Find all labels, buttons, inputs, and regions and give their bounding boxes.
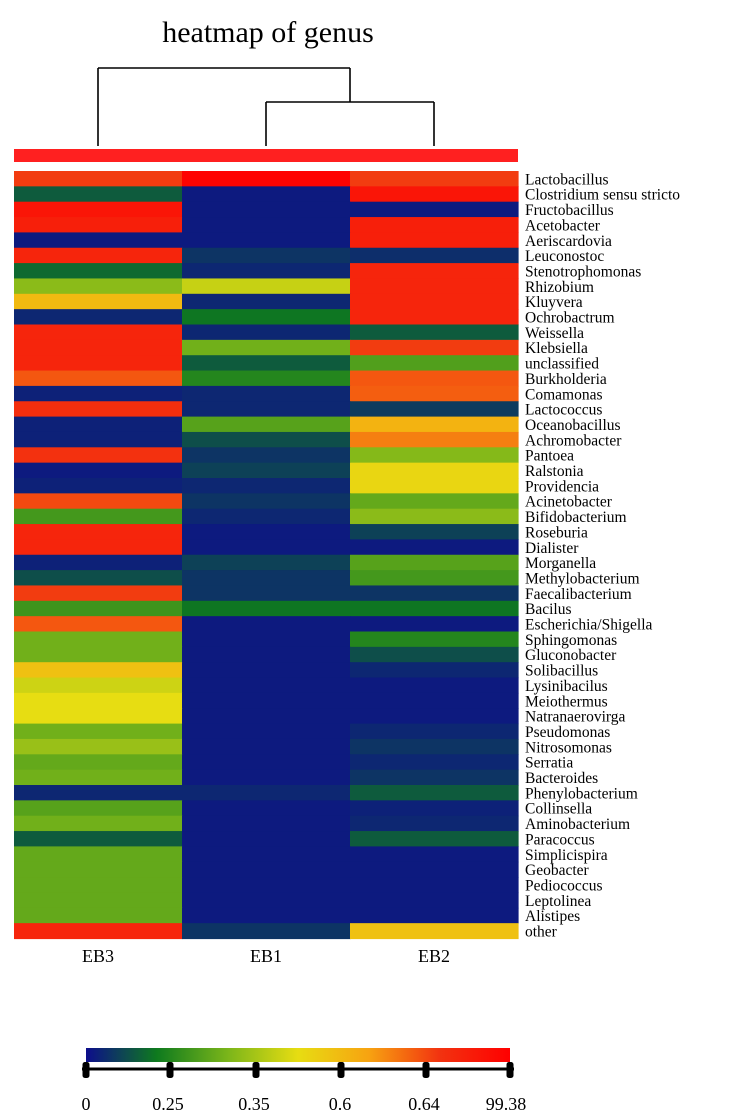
heatmap-cell-eb2-23 [350,524,519,540]
heatmap-cell-eb1-36 [182,724,351,740]
heatmap-cell-eb1-25 [182,555,351,571]
heatmap-cell-eb3-24 [14,539,183,555]
heatmap-cell-eb3-12 [14,355,183,371]
heatmap-cell-eb2-45 [350,862,519,878]
heatmap-cell-eb3-29 [14,616,183,632]
colorbar-tick-label: 0.6 [328,1094,352,1114]
heatmap-cell-eb2-35 [350,708,519,724]
heatmap-cell-eb1-19 [182,463,351,479]
heatmap-cell-eb3-1 [14,186,183,202]
row-label: Nitrosomonas [525,739,612,757]
row-label: Geobacter [525,862,589,880]
heatmap-cell-eb2-4 [350,232,519,248]
heatmap-cell-eb3-49 [14,923,183,939]
heatmap-cell-eb3-43 [14,831,183,847]
heatmap-cell-eb3-26 [14,570,183,586]
heatmap-cell-eb3-25 [14,555,183,571]
colorbar-tick-label: 0.64 [408,1094,440,1114]
heatmap-cell-eb1-27 [182,585,351,601]
heatmap-cell-eb2-7 [350,278,519,294]
heatmap-cell-eb3-8 [14,294,183,310]
heatmap-cell-eb2-0 [350,171,519,187]
row-label: Escherichia/Shigella [525,616,653,634]
heatmap-cell-eb3-37 [14,739,183,755]
heatmap-cell-eb3-36 [14,724,183,740]
heatmap-cell-eb1-30 [182,632,351,648]
colorbar-tick-label: 0 [81,1094,91,1114]
heatmap-cell-eb3-33 [14,678,183,694]
row-label: Solibacillus [525,662,599,680]
heatmap-cell-eb2-15 [350,401,519,417]
row-label: Stenotrophomonas [525,263,642,281]
heatmap-cell-eb1-1 [182,186,351,202]
row-label: Phenylobacterium [525,785,638,803]
colorbar-tick [423,1062,430,1078]
heatmap-cell-eb3-32 [14,662,183,678]
row-label: Rhizobium [525,278,594,296]
heatmap-cell-eb3-4 [14,232,183,248]
heatmap-cell-eb3-38 [14,754,183,770]
heatmap-cell-eb3-47 [14,892,183,908]
heatmap-cell-eb3-46 [14,877,183,893]
row-label: Sphingomonas [525,631,618,649]
heatmap-cell-eb3-19 [14,463,183,479]
heatmap-cell-eb3-10 [14,325,183,341]
heatmap-cell-eb1-0 [182,171,351,187]
group-color-bar [14,149,518,162]
heatmap-cell-eb3-35 [14,708,183,724]
heatmap-cell-eb1-43 [182,831,351,847]
heatmap-cell-eb3-30 [14,632,183,648]
row-label: Serratia [525,754,574,772]
heatmap-cell-eb1-14 [182,386,351,402]
heatmap-cell-eb1-28 [182,601,351,617]
heatmap-cell-eb3-41 [14,800,183,816]
heatmap-cell-eb1-34 [182,693,351,709]
group-bar [14,149,518,162]
heatmap-cell-eb2-48 [350,908,519,924]
heatmap-cell-eb2-34 [350,693,519,709]
row-label: unclassified [525,355,600,373]
row-label: Faecalibacterium [525,585,632,603]
heatmap-cell-eb2-3 [350,217,519,233]
heatmap-cell-eb2-27 [350,585,519,601]
heatmap-cell-eb1-33 [182,678,351,694]
heatmap-cell-eb2-38 [350,754,519,770]
row-label: Ralstonia [525,463,584,480]
heatmap-cell-eb3-14 [14,386,183,402]
row-label: Pantoea [525,447,575,465]
heatmap-cell-eb2-19 [350,463,519,479]
heatmap-cell-eb3-6 [14,263,183,279]
heatmap-cell-eb2-9 [350,309,519,325]
heatmap-cell-eb2-42 [350,816,519,832]
heatmap-cell-eb3-5 [14,248,183,264]
heatmap-cell-eb1-10 [182,325,351,341]
row-label: Bacteroides [525,770,599,787]
heatmap-cell-eb1-45 [182,862,351,878]
heatmap-cells [14,171,519,939]
column-label-eb2: EB2 [417,946,451,966]
row-label: Methylobacterium [525,570,640,588]
heatmap-cell-eb2-18 [350,447,519,463]
heatmap-cell-eb1-18 [182,447,351,463]
heatmap-cell-eb1-13 [182,371,351,387]
heatmap-cell-eb1-47 [182,892,351,908]
heatmap-cell-eb1-22 [182,509,351,525]
row-label: Ochrobactrum [525,309,615,327]
row-label: Clostridium sensu stricto [525,186,680,204]
heatmap-cell-eb2-22 [350,509,519,525]
row-label: other [525,923,557,941]
color-scale-legend [82,1048,527,1114]
heatmap-cell-eb3-45 [14,862,183,878]
heatmap-cell-eb2-13 [350,371,519,387]
colorbar-tick [167,1062,174,1078]
colorbar-tick [83,1062,90,1078]
column-labels [82,946,450,966]
heatmap-cell-eb2-33 [350,678,519,694]
heatmap-cell-eb1-7 [182,278,351,294]
colorbar-tick [338,1062,345,1078]
heatmap-cell-eb2-24 [350,539,519,555]
row-label: Lactococcus [525,401,603,419]
heatmap-cell-eb2-44 [350,846,519,862]
colorbar-tick-label: 0.35 [238,1094,270,1114]
heatmap-cell-eb3-40 [14,785,183,801]
heatmap-cell-eb3-31 [14,647,183,663]
heatmap-cell-eb3-18 [14,447,183,463]
row-label: Comamonas [525,386,603,404]
heatmap-cell-eb2-47 [350,892,519,908]
heatmap-cell-eb3-28 [14,601,183,617]
heatmap-cell-eb2-16 [350,417,519,433]
dendrogram [98,68,434,146]
heatmap-cell-eb1-46 [182,877,351,893]
row-label: Acinetobacter [525,493,612,511]
row-label: Kluyvera [525,294,583,312]
row-label: Aeriscardovia [525,232,612,250]
row-label: Morganella [525,555,597,573]
heatmap-cell-eb2-32 [350,662,519,678]
heatmap-cell-eb1-44 [182,846,351,862]
row-label: Meiothermus [525,693,608,711]
colorbar-gradient [86,1048,510,1062]
heatmap-cell-eb1-26 [182,570,351,586]
row-label: Aminobacterium [525,816,631,834]
heatmap-cell-eb1-17 [182,432,351,448]
heatmap-cell-eb1-42 [182,816,351,832]
heatmap-cell-eb2-6 [350,263,519,279]
heatmap-cell-eb3-15 [14,401,183,417]
heatmap-cell-eb1-4 [182,232,351,248]
colorbar-tick-label: 0.25 [152,1094,184,1114]
heatmap-cell-eb2-2 [350,202,519,218]
heatmap-cell-eb3-42 [14,816,183,832]
heatmap-cell-eb2-41 [350,800,519,816]
row-label: Natranaerovirga [525,708,626,726]
heatmap-cell-eb3-23 [14,524,183,540]
heatmap-cell-eb2-30 [350,632,519,648]
heatmap-cell-eb3-20 [14,478,183,494]
heatmap-cell-eb1-31 [182,647,351,663]
heatmap-cell-eb3-16 [14,417,183,433]
row-label: Achromobacter [525,432,622,450]
heatmap-cell-eb3-9 [14,309,183,325]
row-label: Pediococcus [525,877,603,895]
chart-title: heatmap of genus [162,16,374,49]
heatmap-cell-eb1-11 [182,340,351,356]
heatmap-cell-eb2-39 [350,770,519,786]
heatmap-cell-eb2-10 [350,325,519,341]
row-label: Acetobacter [525,217,600,235]
heatmap-cell-eb3-34 [14,693,183,709]
row-label: Burkholderia [525,370,607,388]
heatmap-cell-eb1-9 [182,309,351,325]
heatmap-cell-eb2-21 [350,493,519,509]
colorbar-tick [253,1062,260,1078]
heatmap-cell-eb1-37 [182,739,351,755]
heatmap-cell-eb2-1 [350,186,519,202]
row-label: Weissella [525,324,585,342]
heatmap-cell-eb1-35 [182,708,351,724]
heatmap-cell-eb1-40 [182,785,351,801]
column-label-eb1: EB1 [249,946,283,966]
heatmap-cell-eb2-28 [350,601,519,617]
heatmap-cell-eb3-48 [14,908,183,924]
heatmap-cell-eb1-6 [182,263,351,279]
heatmap-cell-eb3-2 [14,202,183,218]
heatmap-cell-eb2-11 [350,340,519,356]
colorbar-tick-label: 99.38 [485,1094,527,1114]
heatmap-cell-eb1-16 [182,417,351,433]
heatmap-cell-eb1-12 [182,355,351,371]
row-label: Leptolinea [525,892,592,910]
heatmap-cell-eb1-8 [182,294,351,310]
heatmap-cell-eb1-39 [182,770,351,786]
row-label: Leuconostoc [525,248,605,266]
heatmap-cell-eb3-44 [14,846,183,862]
row-label: Providencia [525,478,600,496]
heatmap-cell-eb1-24 [182,539,351,555]
heatmap-cell-eb1-29 [182,616,351,632]
heatmap-cell-eb1-15 [182,401,351,417]
row-label: Gluconobacter [525,647,617,665]
heatmap-cell-eb1-38 [182,754,351,770]
heatmap-cell-eb2-37 [350,739,519,755]
row-label: Roseburia [525,524,588,542]
heatmap-cell-eb2-29 [350,616,519,632]
row-label: Oceanobacillus [525,416,621,434]
heatmap-cell-eb2-5 [350,248,519,264]
heatmap-cell-eb1-49 [182,923,351,939]
row-label: Klebsiella [525,340,588,358]
heatmap-cell-eb3-3 [14,217,183,233]
column-label-eb3: EB3 [81,946,115,966]
colorbar-tick [507,1062,514,1078]
row-label: Bacilus [525,601,572,619]
heatmap-cell-eb2-43 [350,831,519,847]
row-label: Collinsella [525,800,593,818]
heatmap-cell-eb2-46 [350,877,519,893]
heatmap-cell-eb2-8 [350,294,519,310]
row-label: Lysinibacilus [525,677,608,695]
heatmap-cell-eb2-40 [350,785,519,801]
heatmap-cell-eb1-32 [182,662,351,678]
heatmap-cell-eb3-7 [14,278,183,294]
heatmap-cell-eb3-39 [14,770,183,786]
heatmap-cell-eb1-3 [182,217,351,233]
row-label: Paracoccus [525,831,595,849]
heatmap-cell-eb2-20 [350,478,519,494]
heatmap-cell-eb1-20 [182,478,351,494]
heatmap-cell-eb3-0 [14,171,183,187]
heatmap-cell-eb3-27 [14,585,183,601]
heatmap-cell-eb3-22 [14,509,183,525]
heatmap-cell-eb2-25 [350,555,519,571]
heatmap-cell-eb1-21 [182,493,351,509]
row-label: Fructobacillus [525,202,614,220]
heatmap-cell-eb3-11 [14,340,183,356]
row-label: Lactobacillus [525,171,609,189]
heatmap-cell-eb1-5 [182,248,351,264]
heatmap-cell-eb3-13 [14,371,183,387]
heatmap-cell-eb1-41 [182,800,351,816]
heatmap-cell-eb1-48 [182,908,351,924]
heatmap-cell-eb2-31 [350,647,519,663]
row-label: Simplicispira [525,846,608,864]
row-label: Bifidobacterium [525,509,627,527]
heatmap-cell-eb1-2 [182,202,351,218]
row-labels [525,171,680,940]
heatmap-cell-eb2-14 [350,386,519,402]
heatmap-cell-eb2-49 [350,923,519,939]
heatmap-cell-eb2-17 [350,432,519,448]
heatmap-cell-eb2-26 [350,570,519,586]
row-label: Dialister [525,539,579,557]
heatmap-cell-eb2-12 [350,355,519,371]
row-label: Pseudomonas [525,723,611,741]
heatmap-cell-eb2-36 [350,724,519,740]
row-label: Alistipes [525,908,581,926]
heatmap-cell-eb3-17 [14,432,183,448]
heatmap-cell-eb3-21 [14,493,183,509]
heatmap-cell-eb1-23 [182,524,351,540]
